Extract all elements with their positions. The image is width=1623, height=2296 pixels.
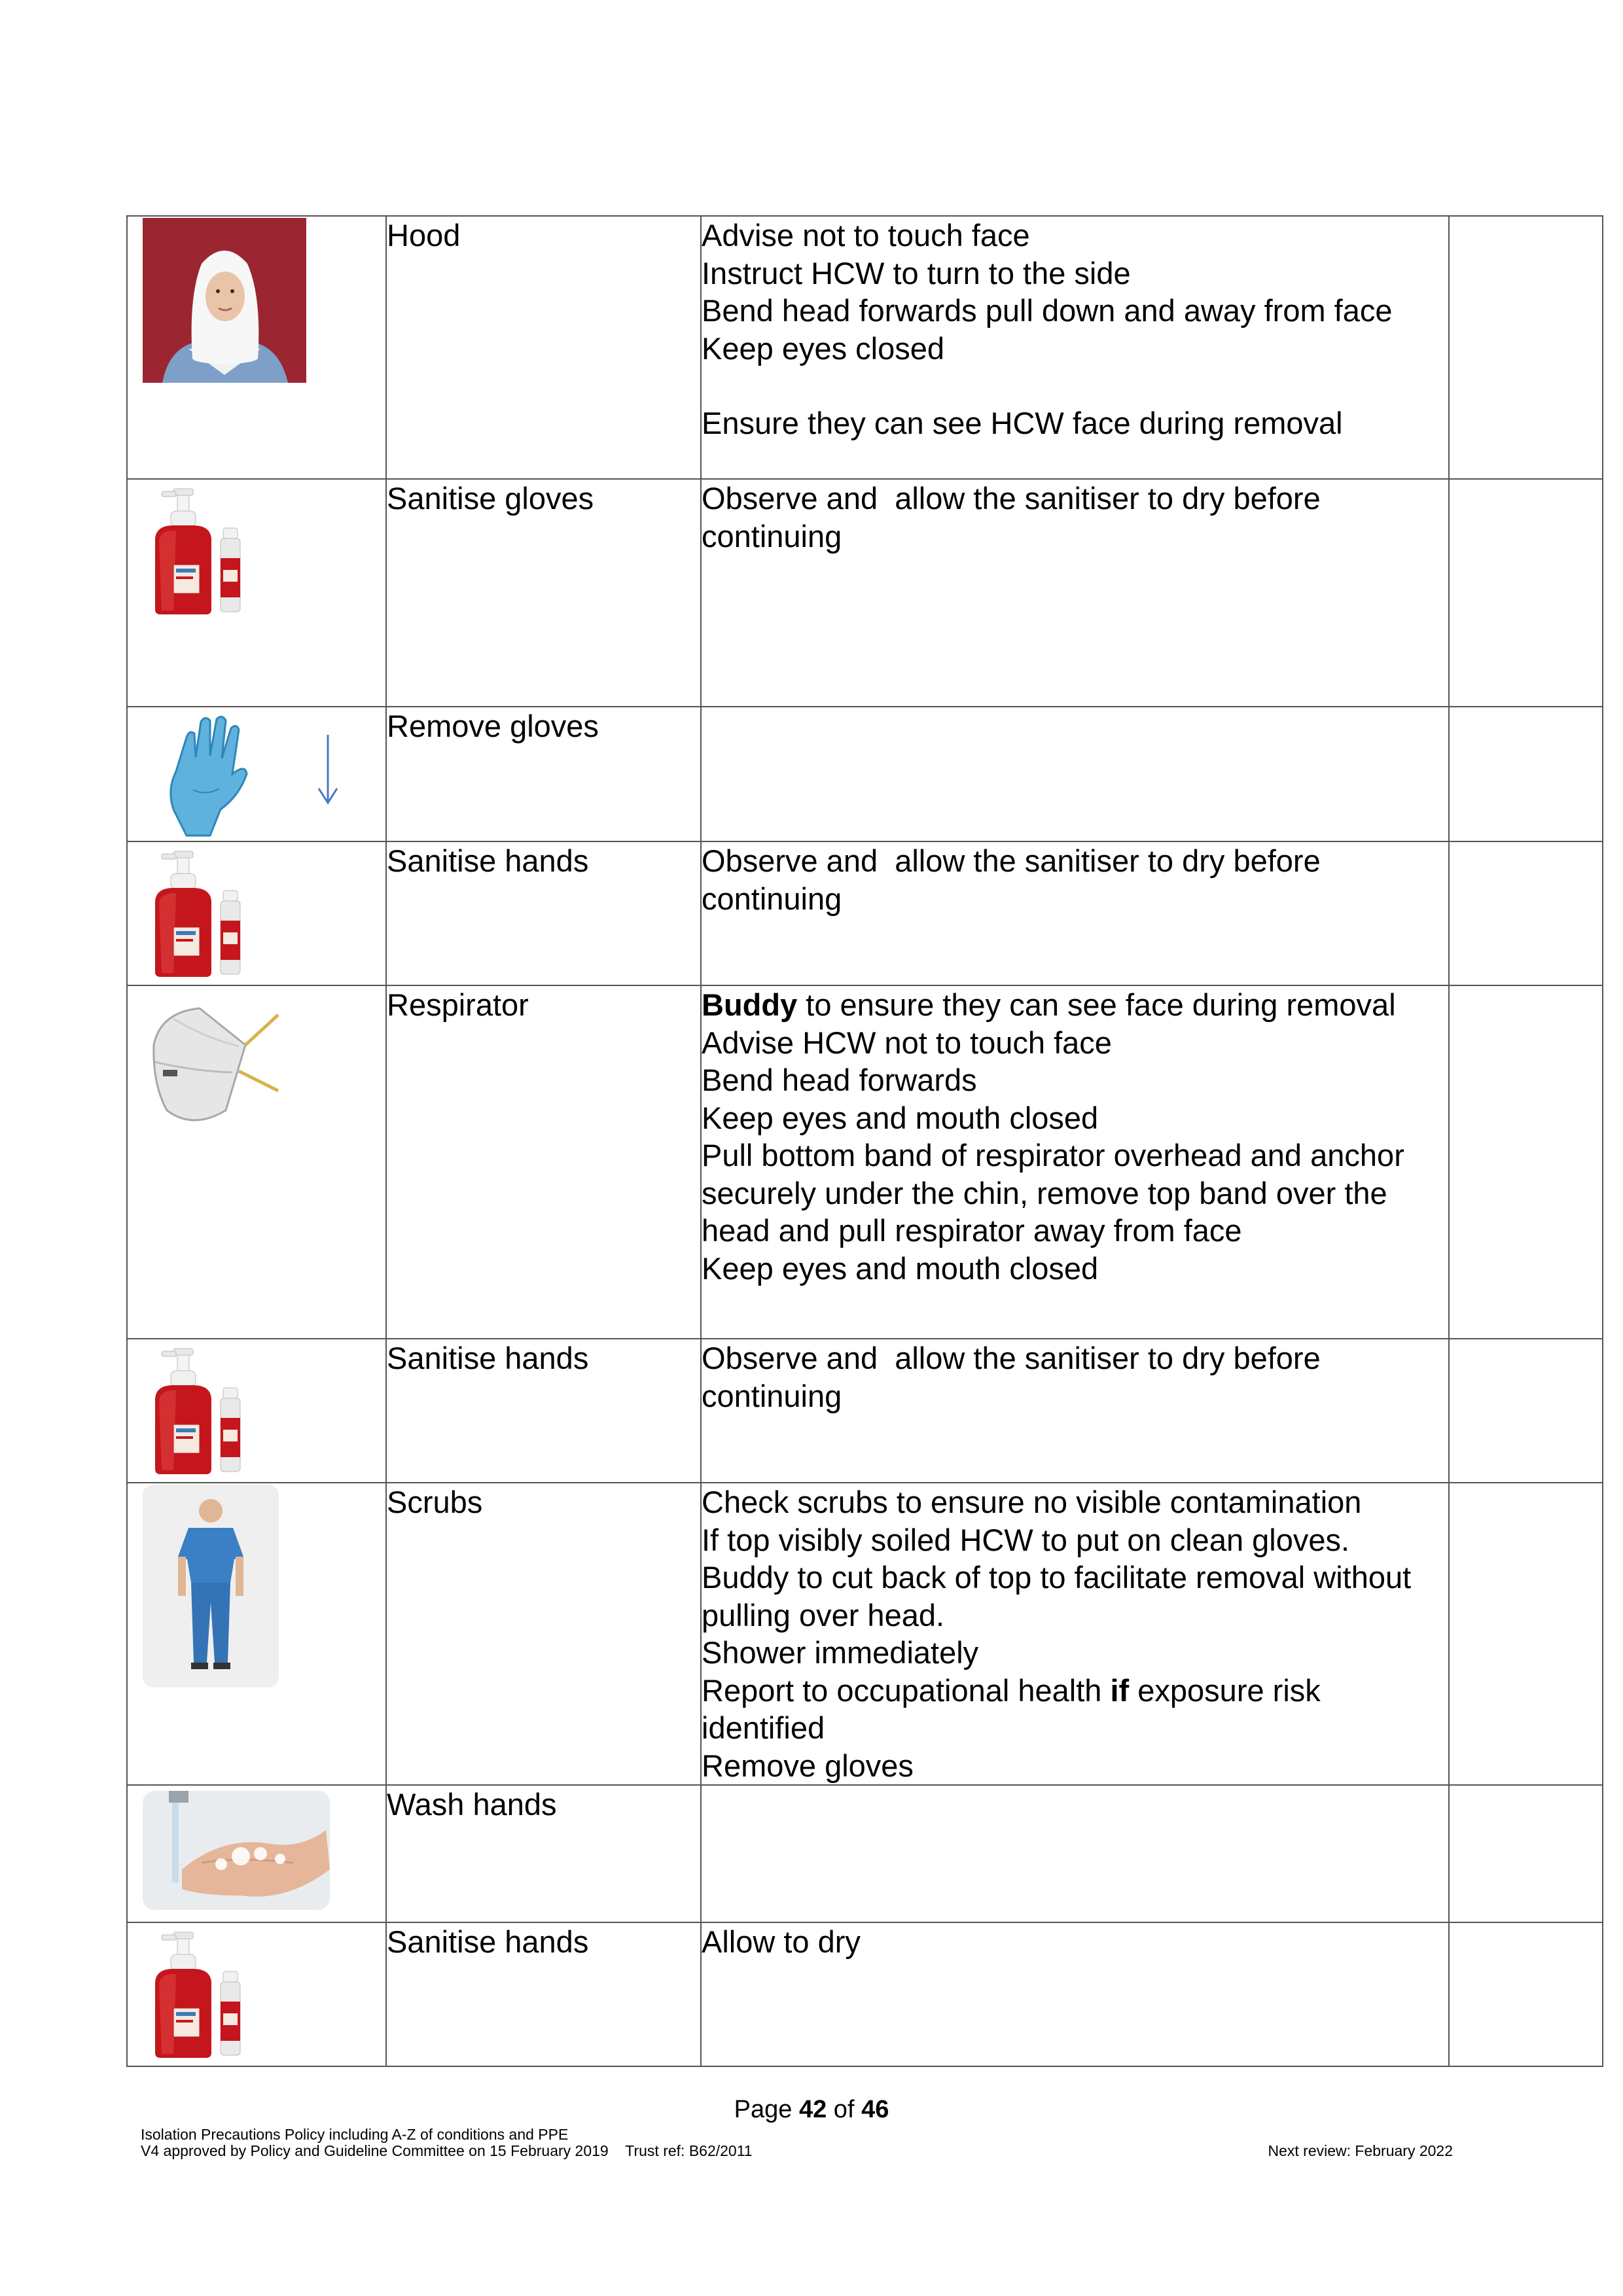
- image-cell: [127, 479, 386, 707]
- check-cell: [1449, 1922, 1603, 2066]
- image-cell: [127, 841, 386, 985]
- check-cell: [1449, 216, 1603, 479]
- image-cell: [127, 707, 386, 841]
- image-cell: [127, 985, 386, 1339]
- check-cell: [1449, 985, 1603, 1339]
- table-row: [127, 1339, 1603, 1483]
- table-row: [127, 707, 1603, 841]
- check-cell: [1449, 479, 1603, 707]
- image-cell: [127, 1922, 386, 2066]
- item-name: Hood: [386, 216, 701, 479]
- instructions: Observe and allow the sanitiser to dry before continuing: [701, 479, 1449, 707]
- check-cell: [1449, 1785, 1603, 1922]
- table-row: [127, 1483, 1603, 1785]
- item-name: Sanitise hands: [386, 1922, 701, 2066]
- table-row: [127, 479, 1603, 707]
- instructions: Advise not to touch face Instruct HCW to turn to the side Bend head forwards pull down and away from face Keep eyes closed Ensure they can see HCW face during removal: [701, 216, 1449, 479]
- image-cell: [127, 1483, 386, 1785]
- doffing-steps-table: [126, 215, 1603, 2067]
- glove-icon: [160, 711, 252, 839]
- sanitiser-bottles-icon: [147, 1346, 252, 1477]
- footer-approval: V4 approved by Policy and Guideline Committee on 15 February 2019 Trust ref: B62/2011: [141, 2142, 753, 2159]
- item-name: Respirator: [386, 985, 701, 1339]
- check-cell: [1449, 841, 1603, 985]
- sanitiser-bottles-icon: [147, 849, 252, 980]
- scrubs-person-icon: [143, 1485, 279, 1687]
- instructions: Observe and allow the sanitiser to dry before continuing: [701, 841, 1449, 985]
- down-arrow-icon: [315, 733, 341, 805]
- table-row: [127, 1785, 1603, 1922]
- footer-trust-ref: Trust ref: B62/2011: [625, 2142, 753, 2159]
- footer-doc-title: Isolation Precautions Policy including A-Z of conditions and PPE: [141, 2126, 569, 2143]
- table-row: [127, 985, 1603, 1339]
- table-row: [127, 1922, 1603, 2066]
- bold-lead: Buddy: [702, 987, 798, 1022]
- item-name: Sanitise hands: [386, 1339, 701, 1483]
- table-row: [127, 841, 1603, 985]
- hand-washing-icon: [143, 1791, 330, 1910]
- check-cell: [1449, 1483, 1603, 1785]
- instructions: [701, 1785, 1449, 1922]
- check-cell: [1449, 1339, 1603, 1483]
- sanitiser-bottles-icon: [147, 1930, 252, 2060]
- instructions: Allow to dry: [701, 1922, 1449, 2066]
- item-name: Remove gloves: [386, 707, 701, 841]
- instructions: Buddy to ensure they can see face during removal Advise HCW not to touch face Bend head forwards Keep eyes and mouth closed Pull bottom band of respirator overhead and anchor securely under the chin, remove top band over the head and pull respirator away from face Keep eyes and mouth closed: [701, 985, 1449, 1339]
- image-cell: [127, 216, 386, 479]
- instructions: Check scrubs to ensure no visible contamination If top visibly soiled HCW to put on clean gloves. Buddy to cut back of top to facilitate removal without pulling over head. Shower immediately Report to occupational health if exposure risk identified Remove gloves: [701, 1483, 1449, 1785]
- respirator-icon: [147, 999, 285, 1130]
- check-cell: [1449, 707, 1603, 841]
- item-name: Sanitise hands: [386, 841, 701, 985]
- item-name: Scrubs: [386, 1483, 701, 1785]
- page-number: Page 42 of 46: [734, 2096, 889, 2123]
- sanitiser-bottles-icon: [147, 486, 252, 617]
- image-cell: [127, 1339, 386, 1483]
- image-cell: [127, 1785, 386, 1922]
- table-row: [127, 216, 1603, 479]
- instructions: [701, 707, 1449, 841]
- hood-icon: [143, 218, 306, 383]
- item-name: Wash hands: [386, 1785, 701, 1922]
- instructions: Observe and allow the sanitiser to dry before continuing: [701, 1339, 1449, 1483]
- item-name: Sanitise gloves: [386, 479, 701, 707]
- footer-next-review: Next review: February 2022: [1268, 2142, 1453, 2159]
- bold-if: if: [1110, 1672, 1130, 1708]
